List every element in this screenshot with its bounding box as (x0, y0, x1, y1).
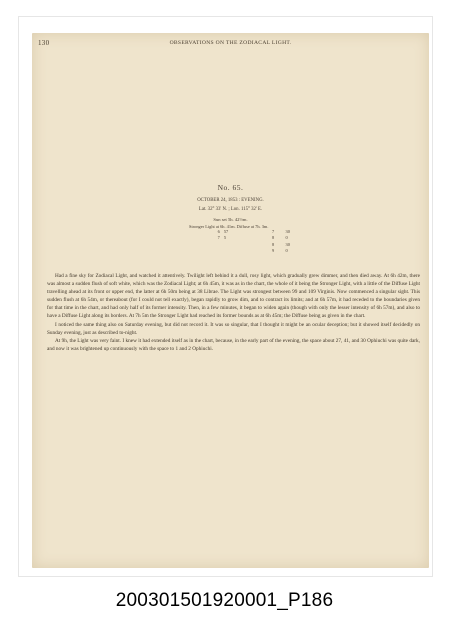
diffuse-min: 0 (285, 235, 288, 241)
diffuse-hour: 9 (272, 248, 275, 254)
stronger-min (224, 248, 239, 254)
observation-times-table (189, 224, 299, 255)
diffuse-min: 30 (285, 241, 290, 247)
stronger-min: 5 (223, 235, 227, 241)
diffuse-hour: 7 (272, 229, 275, 234)
paragraph: At 9h, the Light was very faint. I knew it had extended itself as in the chart, because, in the early part of the evening, the space about 27, 41, and 30 Ophiuchi was quite dark, and now it was brightened up continuously with the space to 1 and 2 Ophiuchi. (47, 337, 420, 352)
image-caption: 200301501920001_P186 (115, 590, 334, 611)
diffuse-min: 30 (285, 229, 290, 234)
stronger-hour: 7 (217, 235, 220, 241)
page-number: 130 (38, 39, 50, 47)
stronger-hour (189, 248, 224, 254)
body-text (47, 272, 420, 353)
observation-sunset: Sun set 5h. 42½m. (213, 217, 248, 222)
observation-title: No. 65. (217, 183, 244, 192)
observation-times-header: Stronger Light at 6h. 41m. Diffuse at 7h. 3m. (189, 224, 269, 229)
diffuse-min: 0 (285, 248, 288, 254)
observation-date: OCTOBER 24, 1853 : EVENING. (197, 198, 264, 203)
diffuse-hour: 8 (272, 241, 275, 247)
paragraph: Had a fine sky for Zodiacal Light, and watched it attentively. Twilight left behind it a dull, rosy light, which gradually grew dimmer, and then died away. At 6h 42m, there was almost a sudden flush of soft white, which was the Zodiacal Light; at 6h 45m, it was as in the chart, the whole of it being the Stronger Light, with a little of the Diffuse Light travelling ahead at its front or upper end, the latter at 6h 50m being at 38 Librae. The Light was strongest between 99 and 109 Virginis. Now commenced a singular sight. This sudden flush at 6h 54m, or thereabout (for I could not tell exactly), began rapidly to grow dim, and to contract its limits; and at 6h 57m, it had receded to the boundaries given for that time in the chart, and had only half of its former intensity. Then, in a few minutes, it began to widen again (though with only the lesser intensity of 6h 57m), and also to have a Diffuse Light along its borders. At 7h 5m the Stronger Light had reached its former bounds as at 6h 45m; the Diffuse being as given in the chart. (47, 273, 420, 320)
stronger-hour: 6 (217, 229, 220, 234)
paragraph: I noticed the same thing also on Saturday evening, but did not record it. It was so singular, that I thought it might be an ocular deception; but it showed itself decidedly on Sunday evening, just as described to-night. (47, 321, 420, 336)
running-head: OBSERVATIONS ON THE ZODIACAL LIGHT. (169, 40, 292, 46)
observation-latlon: Lat. 32° 33' N. ; Lon. 115° 32' E. (198, 207, 263, 212)
times-row (189, 248, 299, 254)
stronger-min: 57 (223, 229, 229, 234)
book-page (32, 33, 429, 568)
diffuse-hour: 8 (272, 235, 275, 241)
